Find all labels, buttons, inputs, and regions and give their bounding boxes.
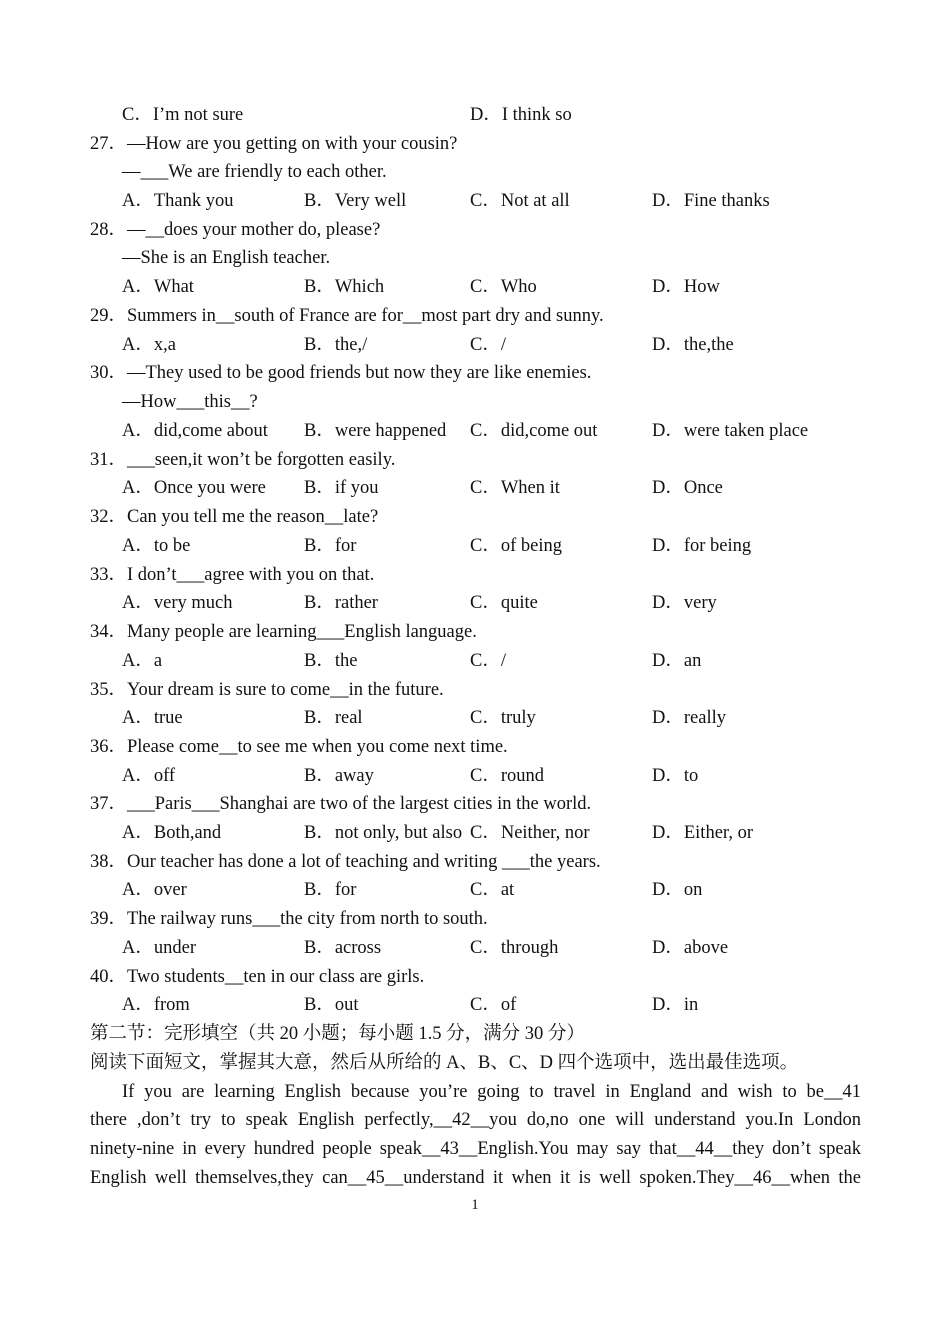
option-c: C．round [470, 766, 545, 786]
question-39-options [0, 934, 950, 962]
option-a: A．very much [122, 593, 233, 613]
question-33-options [0, 589, 950, 617]
question-40: 40．Two students__ten in our class are girls. [90, 967, 425, 987]
option-c: C．did,come out [470, 421, 598, 441]
section-instruction: 阅读下面短文，掌握其大意，然后从所给的 A、B、C、D 四个选项中，选出最佳选项。 [90, 1053, 799, 1073]
question-30: 30．—They used to be good friends but now they are like enemies. [90, 363, 592, 383]
option-c: C．Not at all [470, 191, 570, 211]
option-d: D．above [652, 938, 729, 958]
option-a: A．x,a [122, 335, 176, 355]
question-32: 32．Can you tell me the reason__late? [90, 507, 379, 527]
passage-line: English well themselves,they can__45__understand it when it is well spoken.They__46__when the [90, 1168, 861, 1188]
option-c: C．of [470, 995, 517, 1015]
option-b: B．out [304, 995, 359, 1015]
question-30-options [0, 417, 950, 445]
option-c: C．Neither, nor [470, 823, 590, 843]
option-a: A．over [122, 880, 187, 900]
question-37-options [0, 819, 950, 847]
option-a: A．under [122, 938, 196, 958]
question-27-line-2: —___We are friendly to each other. [122, 162, 387, 182]
option-b: B．not only, but also [304, 823, 463, 843]
option-c: C．of being [470, 536, 562, 556]
option-d: D．an [652, 651, 702, 671]
option-c: C．When it [470, 478, 560, 498]
question-32-options [0, 532, 950, 560]
option-c: C．at [470, 880, 515, 900]
question-35: 35．Your dream is sure to come__in the future. [90, 680, 444, 700]
question-34: 34．Many people are learning___English language. [90, 622, 477, 642]
question-28-line-2: —She is an English teacher. [122, 248, 331, 268]
passage-line: ninety-nine in every hundred people speak__43__English.You may say that__44__they don’t speak [90, 1139, 861, 1159]
question-28: 28．—__does your mother do, please? [90, 220, 381, 240]
section-title: 第二节：完形填空（共 20 小题；每小题 1.5 分，满分 30 分） [90, 1024, 585, 1044]
question-27: 27．—How are you getting on with your cousin? [90, 134, 458, 154]
option-b: B．rather [304, 593, 378, 613]
option-c: C．truly [470, 708, 536, 728]
passage-line: there ,don’t try to speak English perfectly,__42__you do,no one will understand you.In London [90, 1110, 861, 1130]
question-35-options [0, 704, 950, 732]
option-d: D．in [652, 995, 699, 1015]
option-a: A．off [122, 766, 176, 786]
option-c: C．/ [470, 651, 506, 671]
option-b: B．were happened [304, 421, 447, 441]
option-b: B．the [304, 651, 358, 671]
option-a: A．true [122, 708, 183, 728]
question-28-options [0, 273, 950, 301]
option-a: A．did,come about [122, 421, 268, 441]
option-b: B．real [304, 708, 363, 728]
option-d: D．were taken place [652, 421, 809, 441]
question-38-options [0, 876, 950, 904]
question-33: 33．I don’t___agree with you on that. [90, 565, 375, 585]
question-37: 37．___Paris___Shanghai are two of the largest cities in the world. [90, 794, 592, 814]
q26-option-d: D．I think so [470, 105, 572, 125]
question-31-options [0, 474, 950, 502]
option-b: B．the,/ [304, 335, 368, 355]
option-d: D．on [652, 880, 703, 900]
option-b: B．Very well [304, 191, 407, 211]
option-b: B．away [304, 766, 374, 786]
question-34-options [0, 647, 950, 675]
q26-options-row [0, 101, 950, 129]
option-a: A．a [122, 651, 163, 671]
question-31: 31．___seen,it won’t be forgotten easily. [90, 450, 396, 470]
option-d: D．really [652, 708, 726, 728]
option-b: B．Which [304, 277, 385, 297]
question-27-options [0, 187, 950, 215]
option-c: C．/ [470, 335, 506, 355]
option-c: C．Who [470, 277, 537, 297]
option-a: A．Both,and [122, 823, 222, 843]
page-number: 1 [471, 1197, 479, 1213]
question-29: 29．Summers in__south of France are for__most part dry and sunny. [90, 306, 604, 326]
question-29-options [0, 331, 950, 359]
option-a: A．Once you were [122, 478, 266, 498]
question-36-options [0, 762, 950, 790]
option-b: B．across [304, 938, 382, 958]
option-d: D．for being [652, 536, 752, 556]
question-30-line-2: —How___this__? [122, 392, 258, 412]
option-b: B．for [304, 880, 357, 900]
option-d: D．Either, or [652, 823, 753, 843]
option-b: B．for [304, 536, 357, 556]
option-d: D．to [652, 766, 699, 786]
option-d: D．the,the [652, 335, 734, 355]
option-d: D．Fine thanks [652, 191, 770, 211]
option-d: D．Once [652, 478, 723, 498]
option-d: D．How [652, 277, 720, 297]
q26-option-c: C．I’m not sure [122, 105, 244, 125]
option-a: A．from [122, 995, 190, 1015]
question-36: 36．Please come__to see me when you come next time. [90, 737, 508, 757]
question-38: 38．Our teacher has done a lot of teaching and writing ___the years. [90, 852, 601, 872]
option-a: A．Thank you [122, 191, 234, 211]
passage-line: If you are learning English because you’re going to travel in England and wish to be__41 [122, 1082, 861, 1102]
question-40-options [0, 991, 950, 1019]
option-c: C．quite [470, 593, 538, 613]
option-a: A．to be [122, 536, 191, 556]
option-c: C．through [470, 938, 559, 958]
question-39: 39．The railway runs___the city from north to south. [90, 909, 488, 929]
option-d: D．very [652, 593, 717, 613]
option-a: A．What [122, 277, 194, 297]
option-b: B．if you [304, 478, 379, 498]
